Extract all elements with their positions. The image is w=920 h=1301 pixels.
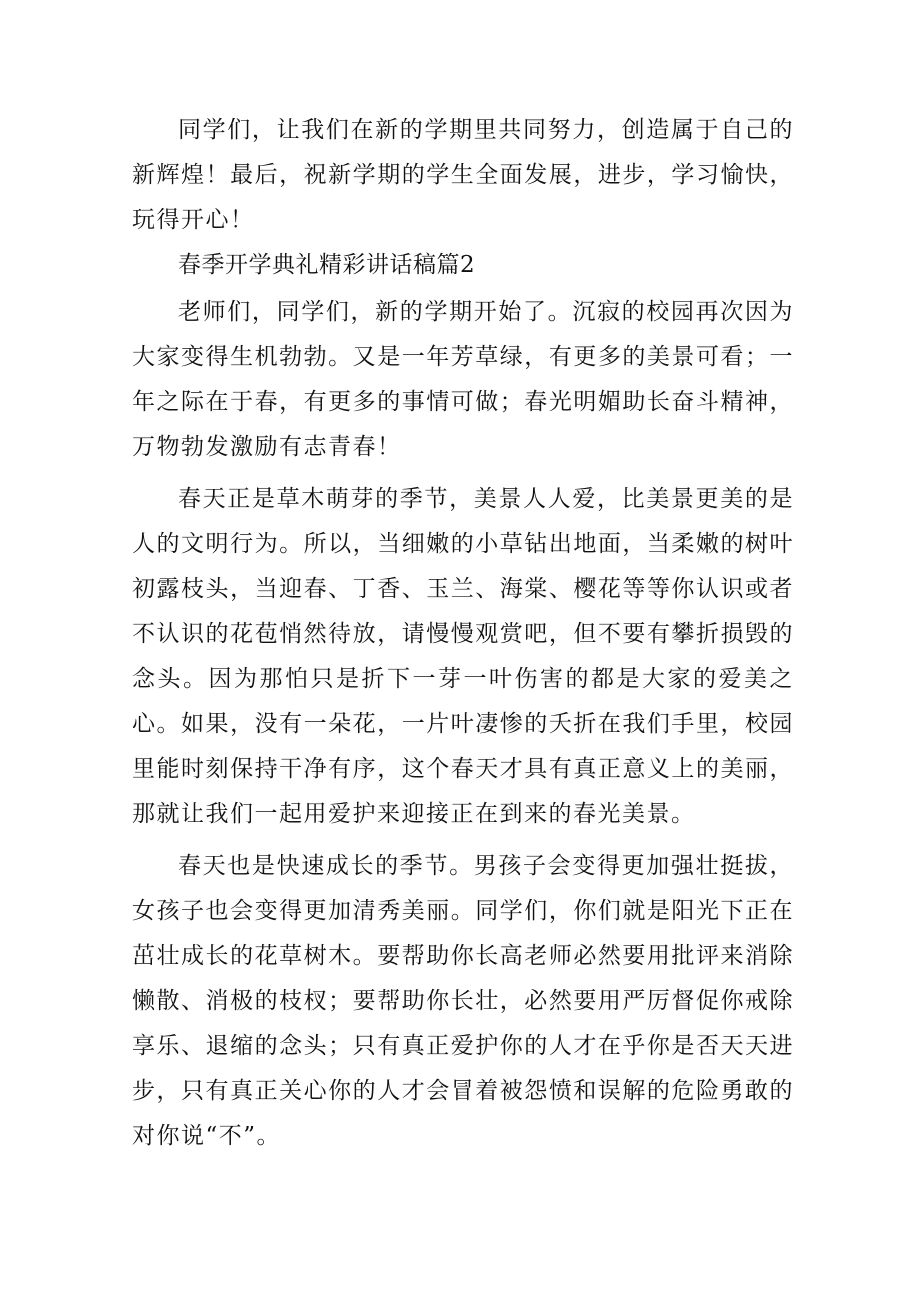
paragraph-spring-scenery: 春天正是草木萌芽的季节，美景人人爱，比美景更美的是人的文明行为。所以，当细嫩的小草钻出地面，当柔嫩的树叶初露枝头，当迎春、丁香、玉兰、海棠、樱花等等你认识或者不认识的花苞悄然待放，请慢慢观赏吧，但不要有攀折损毁的念头。因为那怕只是折下一芽一叶伤害的都是大家的爱美之心。如果，没有一朵花，一片叶凄惨的夭折在我们手里，校园里能时刻保持干净有序，这个春天才具有真正意义上的美丽，那就让我们一起用爱护来迎接正在到来的春光美景。: [132, 486, 794, 827]
document-body: [132, 108, 794, 1159]
paragraph-spring-growth: 春天也是快速成长的季节。男孩子会变得更加强壮挺拔，女孩子也会变得更加清秀美丽。同学们，你们就是阳光下正在茁壮成长的花草树木。要帮助你长高老师必然要用批评来消除懒散、消极的枝杈；要帮助你长壮，必然要用严厉督促你戒除享乐、退缩的念头；只有真正爱护你的人才在乎你是否天天进步，只有真正关心你的人才会冒着被怨愤和误解的危险勇敢的对你说“不”。: [132, 853, 794, 1149]
paragraph-new-semester: 老师们，同学们，新的学期开始了。沉寂的校园再次因为大家变得生机勃勃。又是一年芳草绿，有更多的美景可看；一年之际在于春，有更多的事情可做；春光明媚助长奋斗精神，万物勃发激励有志青春！: [132, 299, 794, 460]
paragraph-closing-wishes: 同学们，让我们在新的学期里共同努力，创造属于自己的新辉煌！最后，祝新学期的学生全面发展，进步，学习愉快，玩得开心！: [132, 117, 794, 233]
section-heading: 春季开学典礼精彩讲话稿篇2: [178, 252, 476, 278]
